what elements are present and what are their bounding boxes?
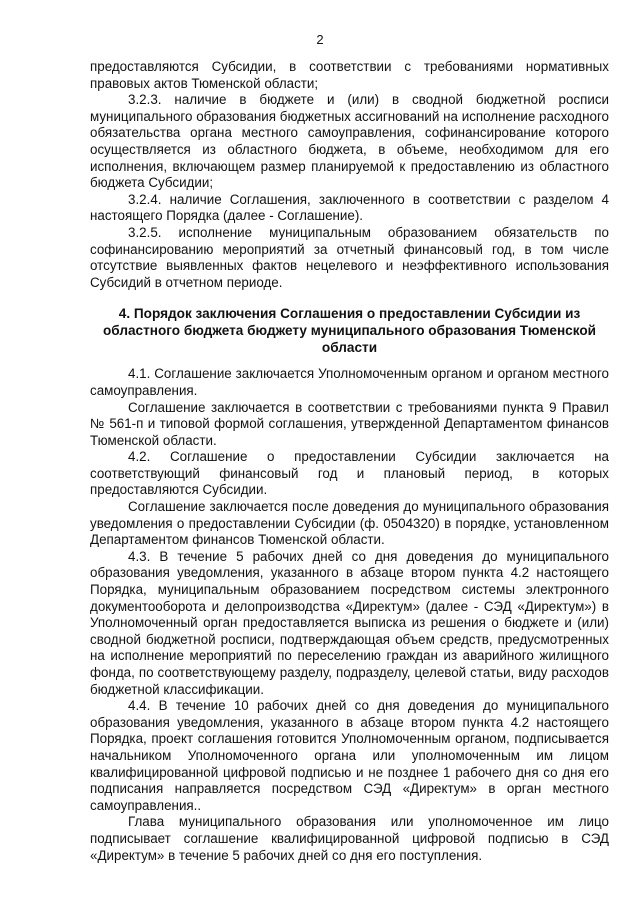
paragraph-3-2-3: 3.2.3. наличие в бюджете и (или) в сводной бюджетной росписи муниципального образования бюджетных ассигнований на исполнение расходного обязательства органа местного самоуправления, софинансирование которого осуществляется из областного бюджета, в объеме, необходимом для его исполнения, включающем размер планируемой к предоставлению из областного бюджета Субсидии; xyxy=(90,92,609,191)
paragraph-3-2-5: 3.2.5. исполнение муниципальным образованием обязательств по софинансированию мероприятий за отчетный финансовый год, в том числе отсутствие выявленных фактов нецелевого и неэффективного использования Субсидий в отчетном периоде. xyxy=(90,224,609,290)
paragraph-continuation: предоставляются Субсидии, в соответствии с требованиями нормативных правовых актов Тюменской области; xyxy=(90,59,609,91)
paragraph-4-3: 4.3. В течение 5 рабочих дней со дня доведения до муниципального образования уведомления, указанного в абзаце втором пункта 4.2 настоящего Порядка, муниципальным образованием посредством системы электронного документооборота и делопроизводства «Директум» (далее - СЭД «Директум») в Уполномоченный орган предоставляется выписка из решения о бюджете и (или) сводной бюджетной росписи, подтверждающая объем средств, предусмотренных на исполнение мероприятий по переселению граждан из аварийного жилищного фонда, по соответствующему разделу, подразделу, целевой статьи, виду расходов бюджетной классификации. xyxy=(90,548,609,697)
section-4-heading: 4. Порядок заключения Соглашения о предоставлении Субсидии из областного бюджета бюджету муниципального образования Тюменской области xyxy=(102,306,597,356)
paragraph-4-1-agreement: Соглашение заключается в соответствии с требованиями пункта 9 Правил № 561-п и типовой формой соглашения, утвержденной Департаментом финансов Тюменской области. xyxy=(90,399,609,448)
paragraph-4-1: 4.1. Соглашение заключается Уполномоченным органом и органом местного самоуправления. xyxy=(90,366,609,398)
document-body xyxy=(90,59,609,864)
paragraph-4-2-agreement: Соглашение заключается после доведения до муниципального образования уведомления о предоставлении Субсидии (ф. 0504320) в порядке, установленном Департаментом финансов Тюменской области. xyxy=(90,499,609,548)
paragraph-4-4: 4.4. В течение 10 рабочих дней со дня доведения до муниципального образования уведомления, указанного в абзаце втором пункта 4.2 настоящего Порядка, проект соглашения готовится Уполномоченным органом, подписывается начальником Уполномоченного органа или уполномоченным им лицом квалифицированной цифровой подписью и не позднее 1 рабочего дня со дня его подписания направляется посредством СЭД «Директум» в орган местного самоуправления.. xyxy=(90,698,609,813)
page-number: 2 xyxy=(316,32,324,47)
paragraph-4-4-signing: Глава муниципального образования или уполномоченное им лицо подписывает соглашение квалифицированной цифровой подписью в СЭД «Директум» в течение 5 рабочих дней со дня его поступления. xyxy=(90,814,609,863)
paragraph-3-2-4: 3.2.4. наличие Соглашения, заключенного в соответствии с разделом 4 настоящего Порядка (далее - Соглашение). xyxy=(90,191,609,224)
paragraph-4-2: 4.2. Соглашение о предоставлении Субсидии заключается на соответствующий финансовый год и плановый период, в которых предоставляются Субсидии. xyxy=(90,449,609,498)
